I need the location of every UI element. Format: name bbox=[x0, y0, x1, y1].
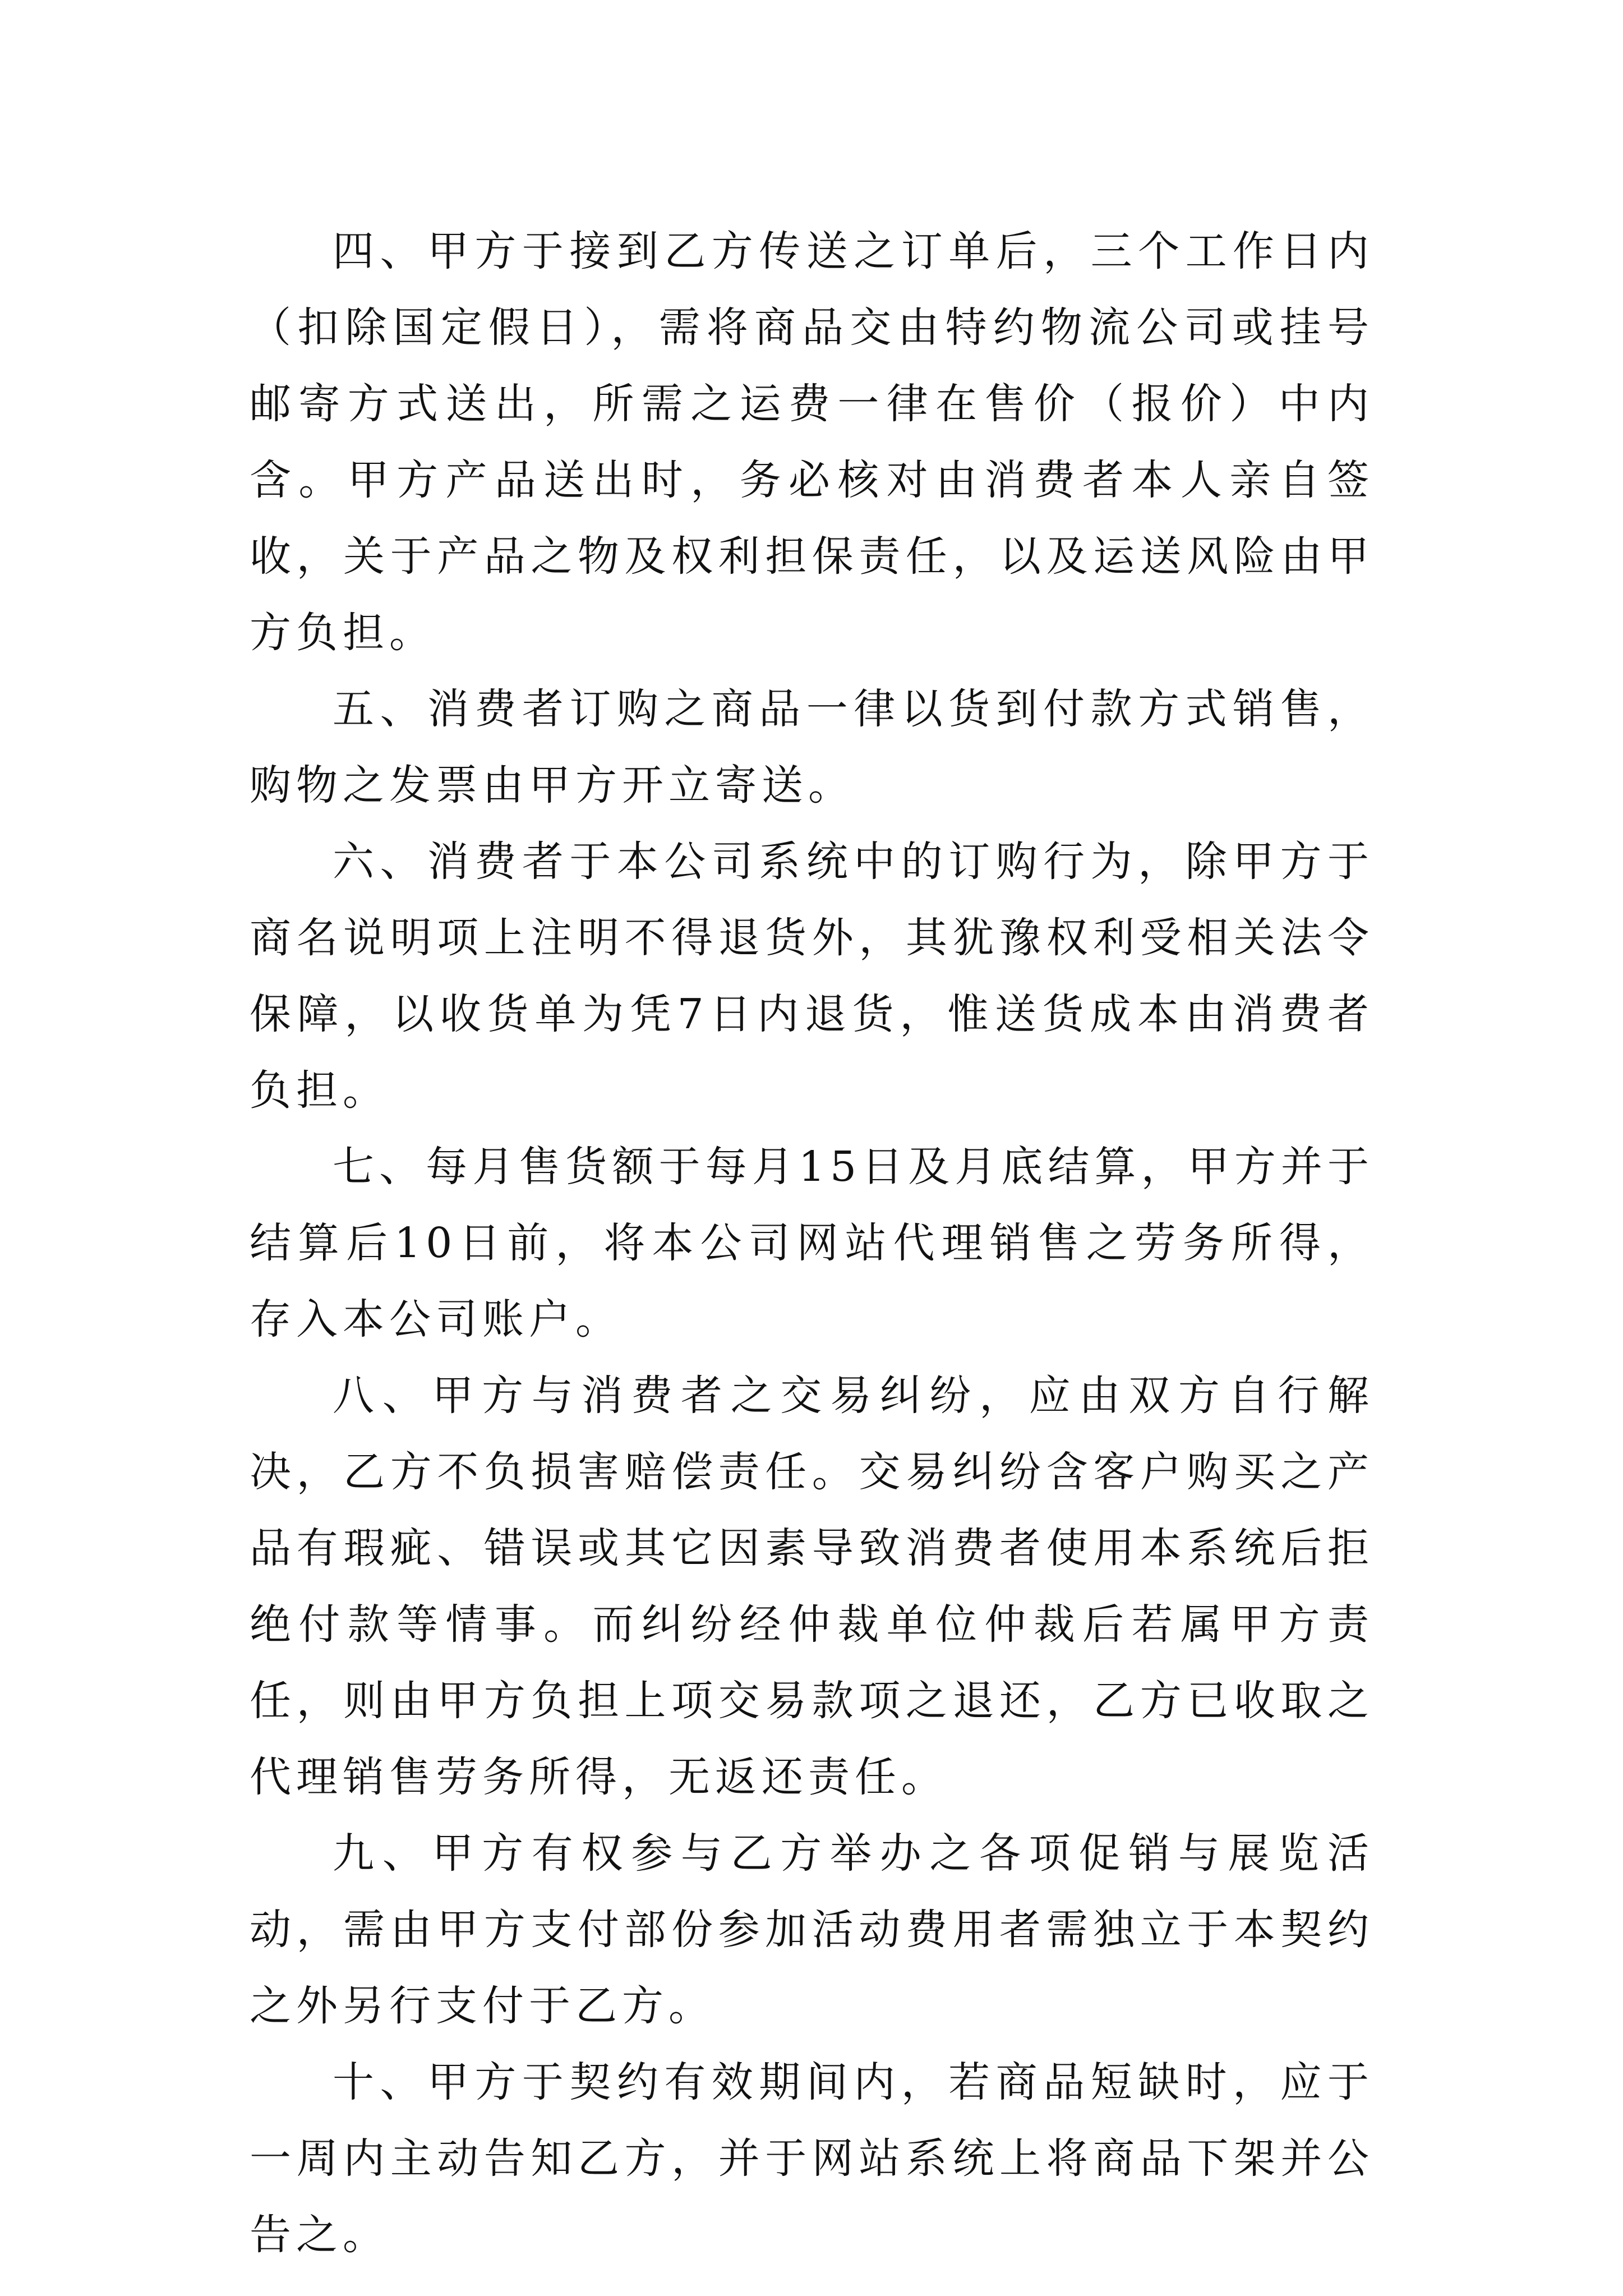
document-body bbox=[250, 213, 1374, 2273]
clause-6: 六、消费者于本公司系统中的订购行为，除甲方于商名说明项上注明不得退货外，其犹豫权利受相关法令保障，以收货单为凭7日内退货，惟送货成本由消费者负担。 bbox=[250, 838, 1374, 1115]
clause-9: 九、甲方有权参与乙方举办之各项促销与展览活动，需由甲方支付部份参加活动费用者需独立于本契约之外另行支付于乙方。 bbox=[250, 1829, 1374, 2030]
clause-10: 十、甲方于契约有效期间内，若商品短缺时，应于一周内主动告知乙方，并于网站系统上将商品下架并公告之。 bbox=[250, 2058, 1374, 2259]
clause-5: 五、消费者订购之商品一律以货到付款方式销售，购物之发票由甲方开立寄送。 bbox=[250, 685, 1374, 809]
clause-8: 八、甲方与消费者之交易纠纷，应由双方自行解决，乙方不负损害赔偿责任。交易纠纷含客户购买之产品有瑕疵、错误或其它因素导致消费者使用本系统后拒绝付款等情事。而纠纷经仲裁单位仲裁后若属甲方责任，则由甲方负担上项交易款项之退还，乙方已收取之代理销售劳务所得，无返还责任。 bbox=[250, 1372, 1374, 1801]
clause-4: 四、甲方于接到乙方传送之订单后，三个工作日内（扣除国定假日），需将商品交由特约物流公司或挂号邮寄方式送出，所需之运费一律在售价（报价）中内含。甲方产品送出时，务必核对由消费者本人亲自签收，关于产品之物及权利担保责任，以及运送风险由甲方负担。 bbox=[250, 227, 1374, 657]
clause-7: 七、每月售货额于每月15日及月底结算，甲方并于结算后10日前，将本公司网站代理销售之劳务所得，存入本公司账户。 bbox=[250, 1143, 1374, 1343]
